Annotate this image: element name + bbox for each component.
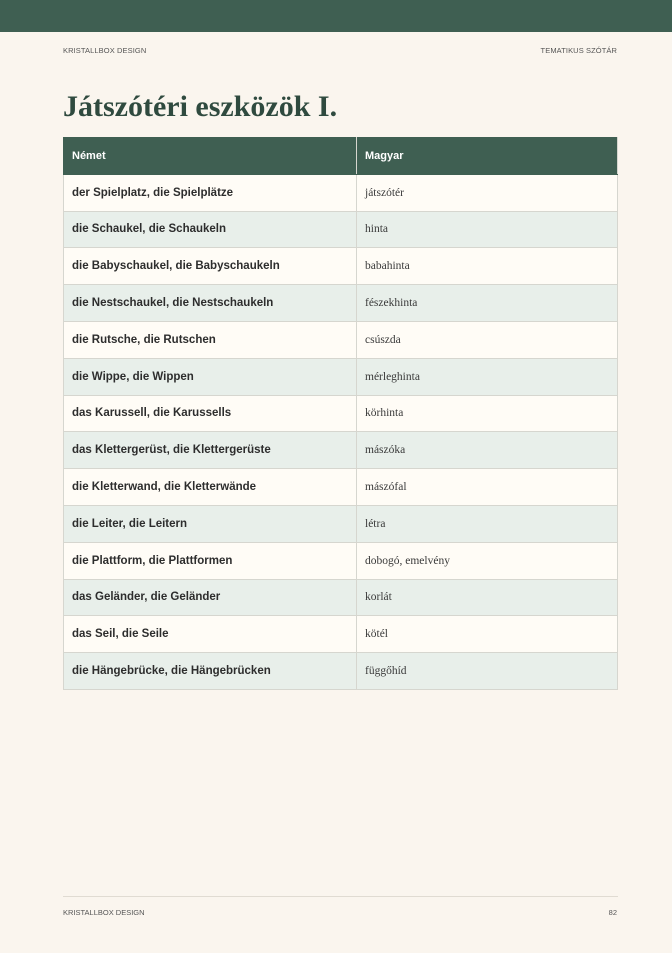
german-term: das Seil, die Seile — [64, 616, 357, 653]
page-number: 82 — [608, 908, 617, 917]
german-term: die Nestschaukel, die Nestschaukeln — [64, 285, 357, 322]
german-term: die Hängebrücke, die Hängebrücken — [64, 653, 357, 690]
table-row — [64, 616, 618, 653]
hungarian-term: létra — [357, 505, 618, 542]
hungarian-term: kötél — [357, 616, 618, 653]
table-row — [64, 395, 618, 432]
table-row — [64, 321, 618, 358]
hungarian-term: hinta — [357, 211, 618, 248]
german-term: die Kletterwand, die Kletterwände — [64, 469, 357, 506]
hungarian-term: fészekhinta — [357, 285, 618, 322]
german-term: die Leiter, die Leitern — [64, 505, 357, 542]
table-header-row — [64, 138, 618, 175]
table-row — [64, 248, 618, 285]
hungarian-term: dobogó, emelvény — [357, 542, 618, 579]
footer-divider — [63, 896, 618, 897]
hungarian-term: babahinta — [357, 248, 618, 285]
table-row — [64, 653, 618, 690]
hungarian-term: csúszda — [357, 321, 618, 358]
table-row — [64, 579, 618, 616]
table-body — [64, 174, 618, 689]
column-header-hungarian: Magyar — [357, 138, 618, 175]
page-title: Játszótéri eszközök I. — [63, 90, 338, 123]
german-term: die Babyschaukel, die Babyschaukeln — [64, 248, 357, 285]
german-term: das Klettergerüst, die Klettergerüste — [64, 432, 357, 469]
german-term: die Rutsche, die Rutschen — [64, 321, 357, 358]
column-header-german: Német — [64, 138, 357, 175]
hungarian-term: mérleghinta — [357, 358, 618, 395]
table-row — [64, 174, 618, 211]
hungarian-term: függőhíd — [357, 653, 618, 690]
german-term: die Wippe, die Wippen — [64, 358, 357, 395]
footer-brand: KRISTALLBOX DESIGN — [63, 908, 145, 917]
table-row — [64, 469, 618, 506]
running-header — [63, 46, 617, 55]
german-term: das Karussell, die Karussells — [64, 395, 357, 432]
table-row — [64, 542, 618, 579]
table-row — [64, 432, 618, 469]
german-term: der Spielplatz, die Spielplätze — [64, 174, 357, 211]
hungarian-term: körhinta — [357, 395, 618, 432]
hungarian-term: mászófal — [357, 469, 618, 506]
page-footer — [63, 908, 617, 917]
header-brand: KRISTALLBOX DESIGN — [63, 46, 147, 55]
header-section: TEMATIKUS SZÓTÁR — [540, 46, 617, 55]
table-row — [64, 358, 618, 395]
hungarian-term: korlát — [357, 579, 618, 616]
hungarian-term: játszótér — [357, 174, 618, 211]
german-term: die Schaukel, die Schaukeln — [64, 211, 357, 248]
top-color-band — [0, 0, 672, 32]
vocabulary-table — [63, 137, 618, 690]
table-row — [64, 211, 618, 248]
hungarian-term: mászóka — [357, 432, 618, 469]
table-row — [64, 285, 618, 322]
table-row — [64, 505, 618, 542]
german-term: die Plattform, die Plattformen — [64, 542, 357, 579]
german-term: das Geländer, die Geländer — [64, 579, 357, 616]
